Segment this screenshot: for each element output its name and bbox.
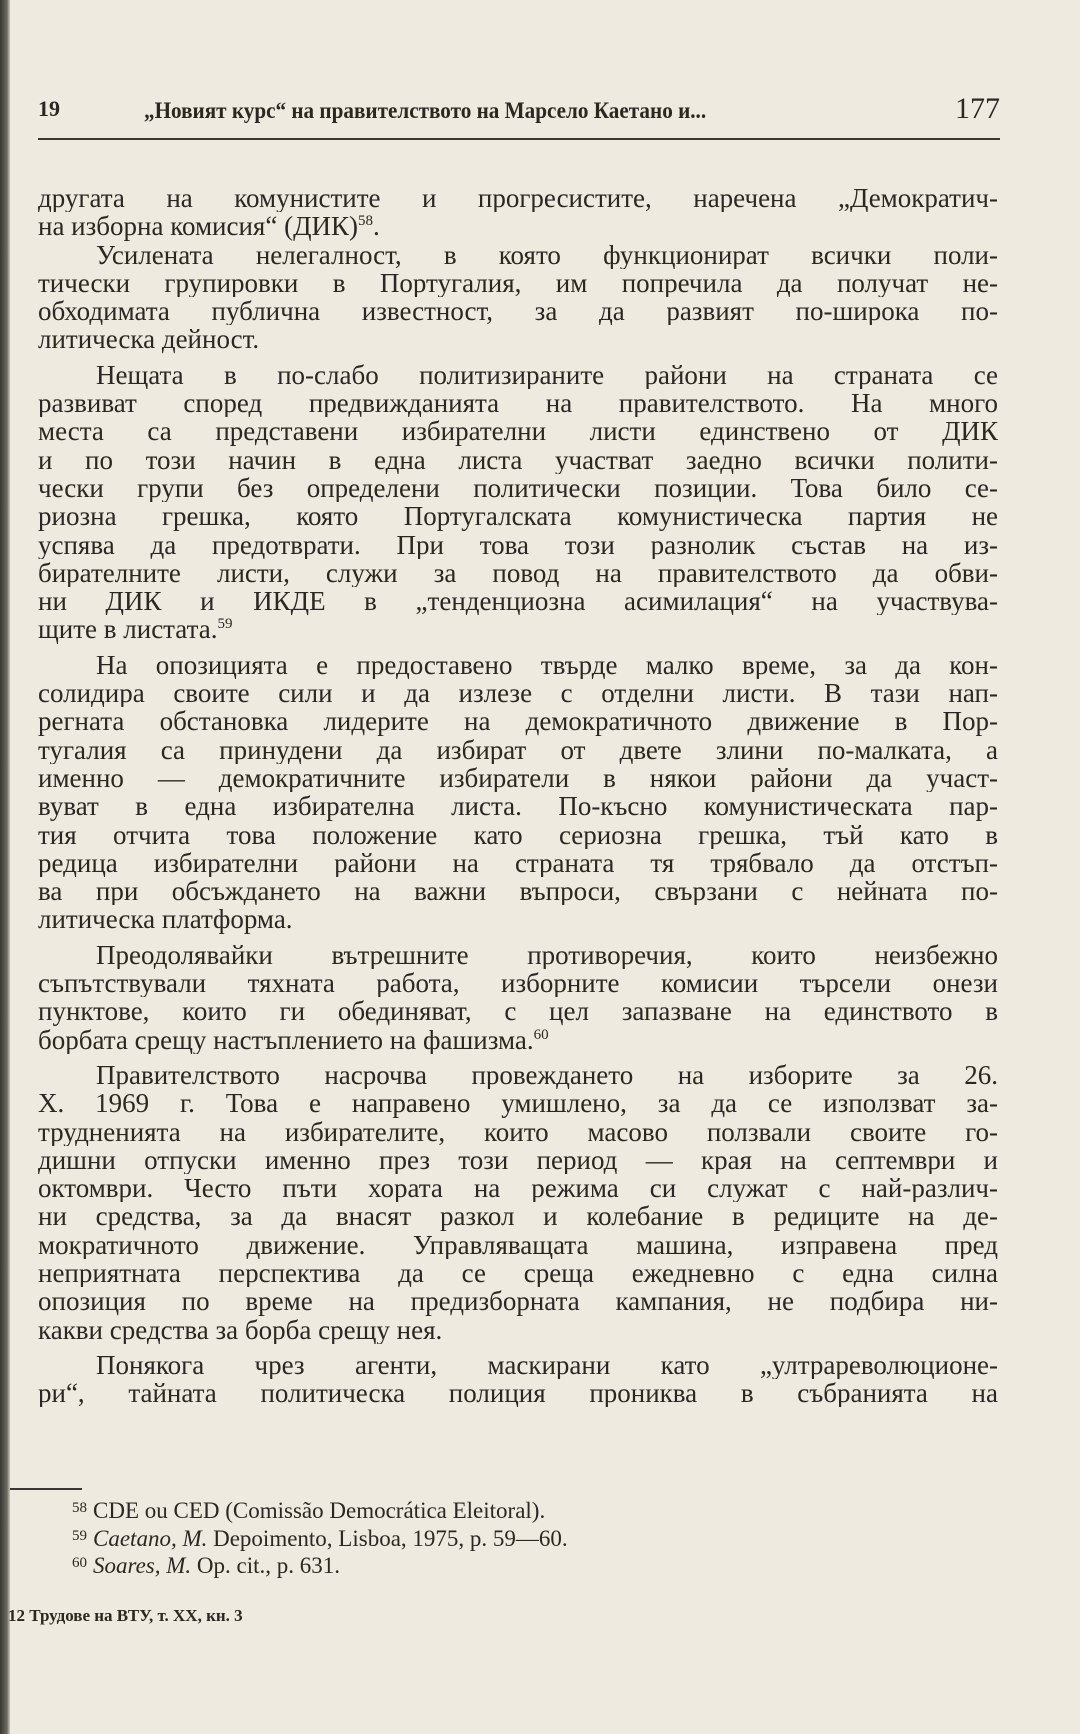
footnote-number: 58 [72,1500,87,1516]
paragraph [38,651,998,934]
footnote [72,1496,568,1524]
text-line: дишни отпуски именно през този период — края на септември и [38,1145,998,1175]
text-line: борбата срещу настъплението на фашизма.$^{60}$ [38,1025,549,1054]
text-line: риозна грешка, която Португалската комунистическа партия не [38,502,998,531]
running-title: „Новият курс“ на правителството на Марсело Каетано и... [144,98,707,123]
paragraph [38,1061,998,1344]
text-line: литическа дейност. [38,325,260,354]
footnote [72,1524,568,1552]
text-line: и по този начин в една листа участват заедно всички полити- [38,445,998,474]
printer-signature: 12 Трудове на ВТУ, т. XX, кн. 3 [8,1606,243,1625]
text-line: мократичното движение. Управляващата машина, изправена пред [38,1230,998,1259]
text-line: вуват в една избирателна листа. По-късно комунистическата пар- [38,792,998,821]
header-rule [38,138,1000,140]
text-line: тия отчита това положение като сериозна грешка, тъй като в [38,820,998,849]
text-line: бирателните листи, служи за повод на правителството да обви- [38,558,998,588]
text-line: чески групи без определени политически позиции. Това било се- [38,473,998,503]
footnote [72,1551,568,1579]
text-line: Нещата в по-слабо политизираните райони на страната се [96,360,998,390]
text-line: щите в листата.$^{59}$ [38,615,233,644]
text-line: тически групировки в Португалия, им попречила да получат не- [38,268,998,298]
text-line: тугалия са принудени да избират от двете злини по-малката, а [38,735,998,764]
text-line: ни ДИК и ИКДЕ в „тенденциозна асимилация“ на участвува- [38,587,998,616]
chapter-number: 19 [38,96,60,121]
paragraph [38,1351,998,1408]
footnote-text: Op. cit., p. 631. [196,1553,341,1578]
text-line: X. 1969 г. Това е направено умишлено, за да се използват за- [38,1089,998,1118]
footnote-text: Depoimento, Lisboa, 1975, p. 59—60. [213,1525,568,1551]
text-line: На опозицията е предоставено твърде малко време, за да кон- [96,650,998,680]
footnote-author: Caetano, M. [93,1525,208,1551]
text-line: опозиция по време на предизборната кампания, не подбира ни- [38,1287,998,1316]
footnote-text: CDE ou CED (Comissão Democrática Eleitoral). [93,1498,546,1523]
text-line: Усилената нелегалност, в която функционират всички поли- [96,240,998,269]
body-text [38,184,998,1407]
text-line: Правителството насрочва провеждането на изборите за 26. [96,1060,998,1090]
footnote-ref[interactable]: 60 [533,1026,549,1043]
text-line: другата на комунистите и прогресистите, наречена „Демократич- [38,184,998,213]
paragraph [38,941,998,1054]
text-line: регната обстановка лидерите на демократичното движение в Пор- [38,707,998,736]
text-line: редица избирателни райони на страната тя трябвало да отстъп- [38,848,998,878]
text-line: места са представени избирателни листи единствено от ДИК [38,417,998,446]
text-line: Понякога чрез агенти, маскирани като „ултрареволюционе- [96,1350,998,1380]
text-line [38,212,998,240]
text-line: ни средства, за да внасят разкол и колебание в редиците на де- [38,1202,998,1231]
text-line: Преодолявайки вътрешните противоречия, които неизбежно [96,940,998,970]
footnote-ref[interactable]: 59 [217,616,233,633]
text-line: обходимата публична известност, за да развият по-широка по- [38,297,998,326]
text-line: солидира своите сили и да излезе с отделни листи. В тази нап- [38,679,998,708]
text-line: октомври. Често пъти хората на режима си служат с най-различ- [38,1174,998,1203]
footnote-rule [10,1488,82,1490]
text-line: съпътствували тяхната работа, изборните комисии търсели онези [38,969,998,998]
text-line: ри“, тайната политическа полиция прониква в събранията на [38,1379,998,1408]
text-fragment: на изборна комисия“ (ДИК) [38,212,358,241]
text-line: трудненията на избирателите, които масово ползвали своите го- [38,1117,998,1146]
page-number: 177 [955,92,1000,125]
text-line: пунктове, които ги обединяват, с цел запазване на единството в [38,997,998,1026]
text-fragment: . [372,212,380,241]
text-line: развиват според предвижданията на правителството. На много [38,389,998,418]
text-line: ва при обсъждането на важни въпроси, свързани с нейната по- [38,877,998,906]
footnote-number: 60 [72,1555,87,1571]
book-binding-edge [0,0,10,1734]
footnotes [72,1496,568,1579]
paragraph [38,361,998,644]
paragraph [38,184,998,241]
footnote-ref[interactable]: 58 [357,213,373,230]
footnote-number: 59 [72,1527,87,1544]
text-line: успява да предотврати. При това този разнолик състав на из- [38,530,998,559]
text-line: неприятната перспектива да се среща ежедневно с една силна [38,1258,998,1288]
footnote-author: Soares, M. [93,1553,192,1578]
text-line: именно — демократичните избиратели в някои райони да участ- [38,763,998,793]
running-header [38,92,1000,132]
text-line: литическа платформа. [38,905,293,934]
text-line: какви средства за борба срещу нея. [38,1315,443,1344]
paragraph [38,241,998,354]
